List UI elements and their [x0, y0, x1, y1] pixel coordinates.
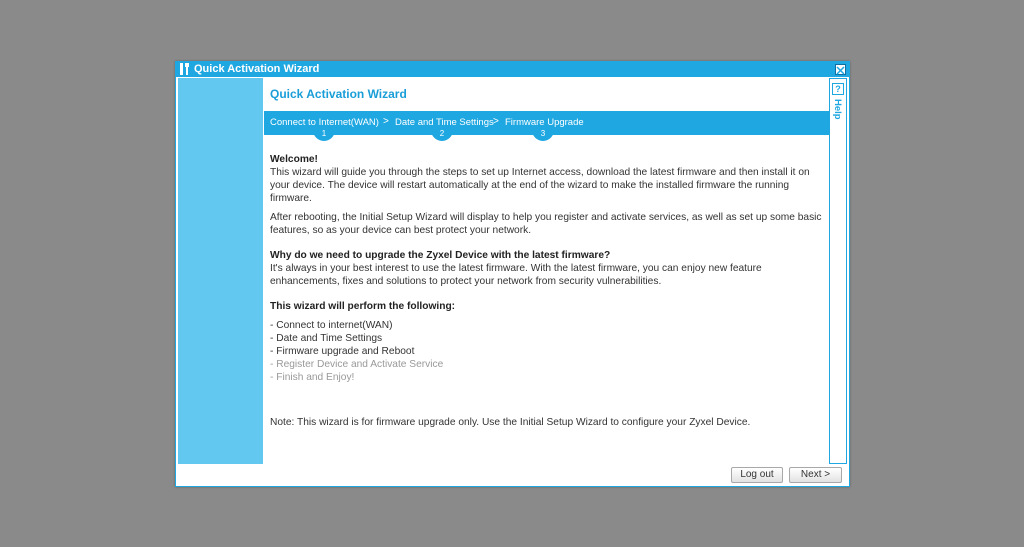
note-text: Note: This wizard is for firmware upgrade only. Use the Initial Setup Wizard to configure your Zyxel Device.	[270, 417, 751, 428]
task-item: - Firmware upgrade and Reboot	[270, 346, 415, 357]
help-label[interactable]: Help	[832, 99, 843, 120]
task-item-disabled: - Finish and Enjoy!	[270, 372, 355, 383]
task-item-disabled: - Register Device and Activate Service	[270, 359, 444, 370]
next-button[interactable]: Next >	[789, 467, 842, 483]
step-3-number: 3	[532, 129, 554, 141]
step-separator: >	[383, 116, 389, 127]
step-3-label: Firmware Upgrade	[505, 117, 584, 128]
step-2-number: 2	[431, 129, 453, 141]
welcome-heading: Welcome!	[270, 154, 318, 165]
wizard-content	[264, 78, 830, 464]
after-reboot-text: After rebooting, the Initial Setup Wizard will display to help you register and activate services, as well as set up some basic features, so as your device can best protect your network.	[270, 212, 822, 236]
why-heading: Why do we need to upgrade the Zyxel Device with the latest firmware?	[270, 250, 611, 261]
window-title: Quick Activation Wizard	[194, 63, 320, 75]
perform-heading: This wizard will perform the following:	[270, 301, 456, 312]
wizard-body	[270, 153, 822, 429]
wizard-window	[175, 61, 850, 487]
step-1-label: Connect to Internet(WAN)	[270, 117, 379, 128]
close-icon[interactable]	[835, 64, 846, 75]
title-bar[interactable]	[176, 62, 849, 77]
wizard-heading: Quick Activation Wizard	[270, 87, 407, 101]
wizard-tools-icon	[179, 63, 190, 75]
help-panel[interactable]	[829, 78, 847, 464]
logout-button[interactable]: Log out	[731, 467, 783, 483]
task-item: - Date and Time Settings	[270, 333, 383, 344]
why-text: It's always in your best interest to use the latest firmware. With the latest firmware, you can enjoy new feature enhancements, fixes and solutions to protect your network from security vulnerabilities.	[270, 263, 762, 287]
steps-bar	[264, 111, 830, 138]
help-icon[interactable]: ?	[832, 83, 844, 95]
task-item: - Connect to internet(WAN)	[270, 320, 393, 331]
wizard-sidebar	[178, 78, 263, 464]
step-2-label: Date and Time Settings	[395, 117, 494, 128]
intro-text: This wizard will guide you through the steps to set up Internet access, download the latest firmware and then install it on your device. The device will restart automatically at the end of the wizard to make the installed firmware the running firmware.	[270, 167, 810, 204]
step-separator: >	[493, 116, 499, 127]
step-1-number: 1	[313, 129, 335, 141]
